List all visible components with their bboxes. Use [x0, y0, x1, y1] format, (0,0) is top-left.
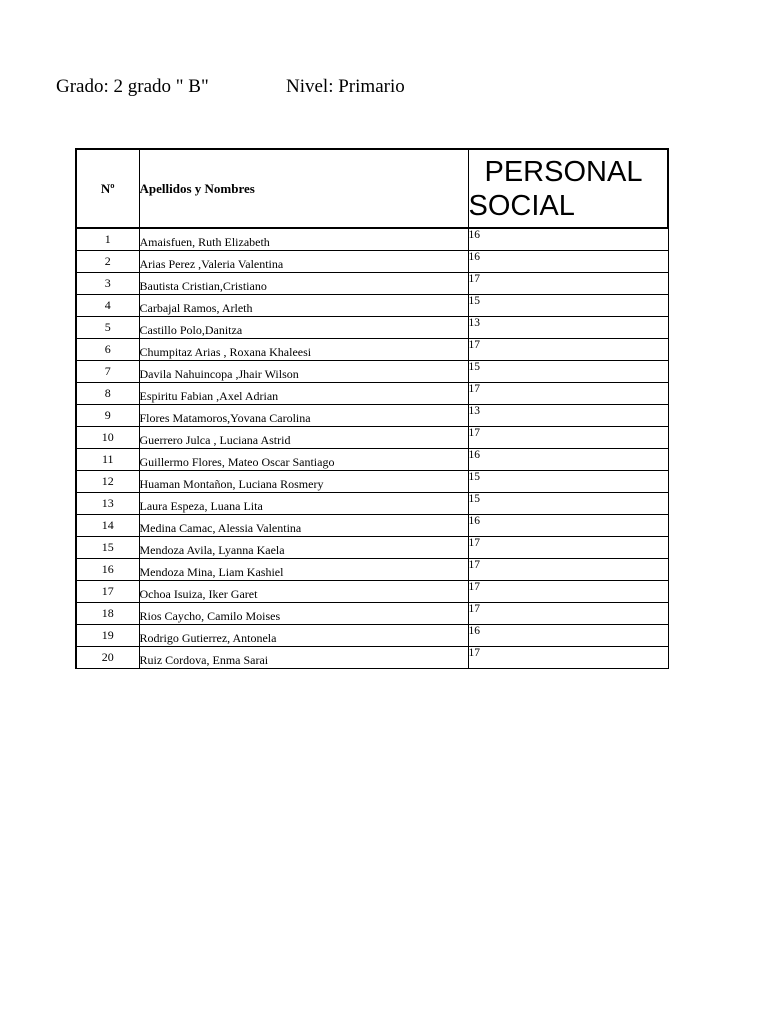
student-grade: 15 [468, 471, 668, 493]
row-number: 8 [76, 383, 139, 405]
table-row [76, 251, 668, 273]
student-grade: 17 [468, 559, 668, 581]
row-number: 3 [76, 273, 139, 295]
student-grade: 15 [468, 493, 668, 515]
student-name: Rios Caycho, Camilo Moises [139, 603, 468, 625]
row-number: 11 [76, 449, 139, 471]
student-grade: 17 [468, 383, 668, 405]
table-row [76, 228, 668, 251]
table-row [76, 405, 668, 427]
student-grade: 16 [468, 625, 668, 647]
table-row [76, 317, 668, 339]
table-row [76, 471, 668, 493]
table-row [76, 339, 668, 361]
table-row [76, 581, 668, 603]
student-grade: 17 [468, 647, 668, 669]
student-name: Davila Nahuincopa ,Jhair Wilson [139, 361, 468, 383]
row-number: 16 [76, 559, 139, 581]
student-grade: 17 [468, 427, 668, 449]
table-row [76, 449, 668, 471]
table-header-row [76, 149, 668, 228]
table-row [76, 295, 668, 317]
student-name: Huaman Montañon, Luciana Rosmery [139, 471, 468, 493]
column-header-number: Nº [76, 149, 139, 228]
student-grade: 16 [468, 515, 668, 537]
student-grade: 17 [468, 537, 668, 559]
table-row [76, 361, 668, 383]
level-label: Nivel: Primario [286, 76, 405, 97]
student-grade: 16 [468, 449, 668, 471]
student-grade: 17 [468, 273, 668, 295]
grades-table [75, 148, 669, 669]
table-row [76, 537, 668, 559]
row-number: 2 [76, 251, 139, 273]
table-row [76, 515, 668, 537]
student-name: Castillo Polo,Danitza [139, 317, 468, 339]
student-name: Rodrigo Gutierrez, Antonela [139, 625, 468, 647]
student-name: Amaisfuen, Ruth Elizabeth [139, 228, 468, 251]
student-grade: 13 [468, 317, 668, 339]
table-row [76, 603, 668, 625]
row-number: 18 [76, 603, 139, 625]
student-grade: 17 [468, 603, 668, 625]
row-number: 20 [76, 647, 139, 669]
row-number: 4 [76, 295, 139, 317]
student-grade: 15 [468, 361, 668, 383]
row-number: 13 [76, 493, 139, 515]
table-row [76, 493, 668, 515]
student-name: Arias Perez ,Valeria Valentina [139, 251, 468, 273]
row-number: 9 [76, 405, 139, 427]
table-row [76, 625, 668, 647]
row-number: 17 [76, 581, 139, 603]
table-row [76, 427, 668, 449]
student-grade: 16 [468, 251, 668, 273]
table-row [76, 559, 668, 581]
row-number: 19 [76, 625, 139, 647]
table-row [76, 273, 668, 295]
row-number: 5 [76, 317, 139, 339]
student-grade: 17 [468, 339, 668, 361]
student-name: Guerrero Julca , Luciana Astrid [139, 427, 468, 449]
row-number: 6 [76, 339, 139, 361]
document-header [56, 76, 405, 98]
student-name: Bautista Cristian,Cristiano [139, 273, 468, 295]
student-grade: 17 [468, 581, 668, 603]
student-grade: 16 [468, 228, 668, 251]
row-number: 1 [76, 228, 139, 251]
row-number: 7 [76, 361, 139, 383]
row-number: 12 [76, 471, 139, 493]
table-row [76, 383, 668, 405]
student-name: Mendoza Avila, Lyanna Kaela [139, 537, 468, 559]
student-name: Guillermo Flores, Mateo Oscar Santiago [139, 449, 468, 471]
student-name: Carbajal Ramos, Arleth [139, 295, 468, 317]
student-name: Laura Espeza, Luana Lita [139, 493, 468, 515]
column-header-names: Apellidos y Nombres [139, 149, 468, 228]
student-name: Espiritu Fabian ,Axel Adrian [139, 383, 468, 405]
row-number: 14 [76, 515, 139, 537]
student-name: Chumpitaz Arias , Roxana Khaleesi [139, 339, 468, 361]
student-name: Ruiz Cordova, Enma Sarai [139, 647, 468, 669]
subject-line-2: SOCIAL [468, 189, 575, 222]
column-header-subject [468, 149, 668, 228]
student-name: Medina Camac, Alessia Valentina [139, 515, 468, 537]
row-number: 10 [76, 427, 139, 449]
student-grade: 13 [468, 405, 668, 427]
row-number: 15 [76, 537, 139, 559]
student-name: Flores Matamoros,Yovana Carolina [139, 405, 468, 427]
student-name: Mendoza Mina, Liam Kashiel [139, 559, 468, 581]
grade-label: Grado: 2 grado " B" [56, 76, 209, 97]
student-grade: 15 [468, 295, 668, 317]
subject-line-1: PERSONAL [484, 155, 643, 188]
table-row [76, 647, 668, 669]
student-name: Ochoa Isuiza, Iker Garet [139, 581, 468, 603]
